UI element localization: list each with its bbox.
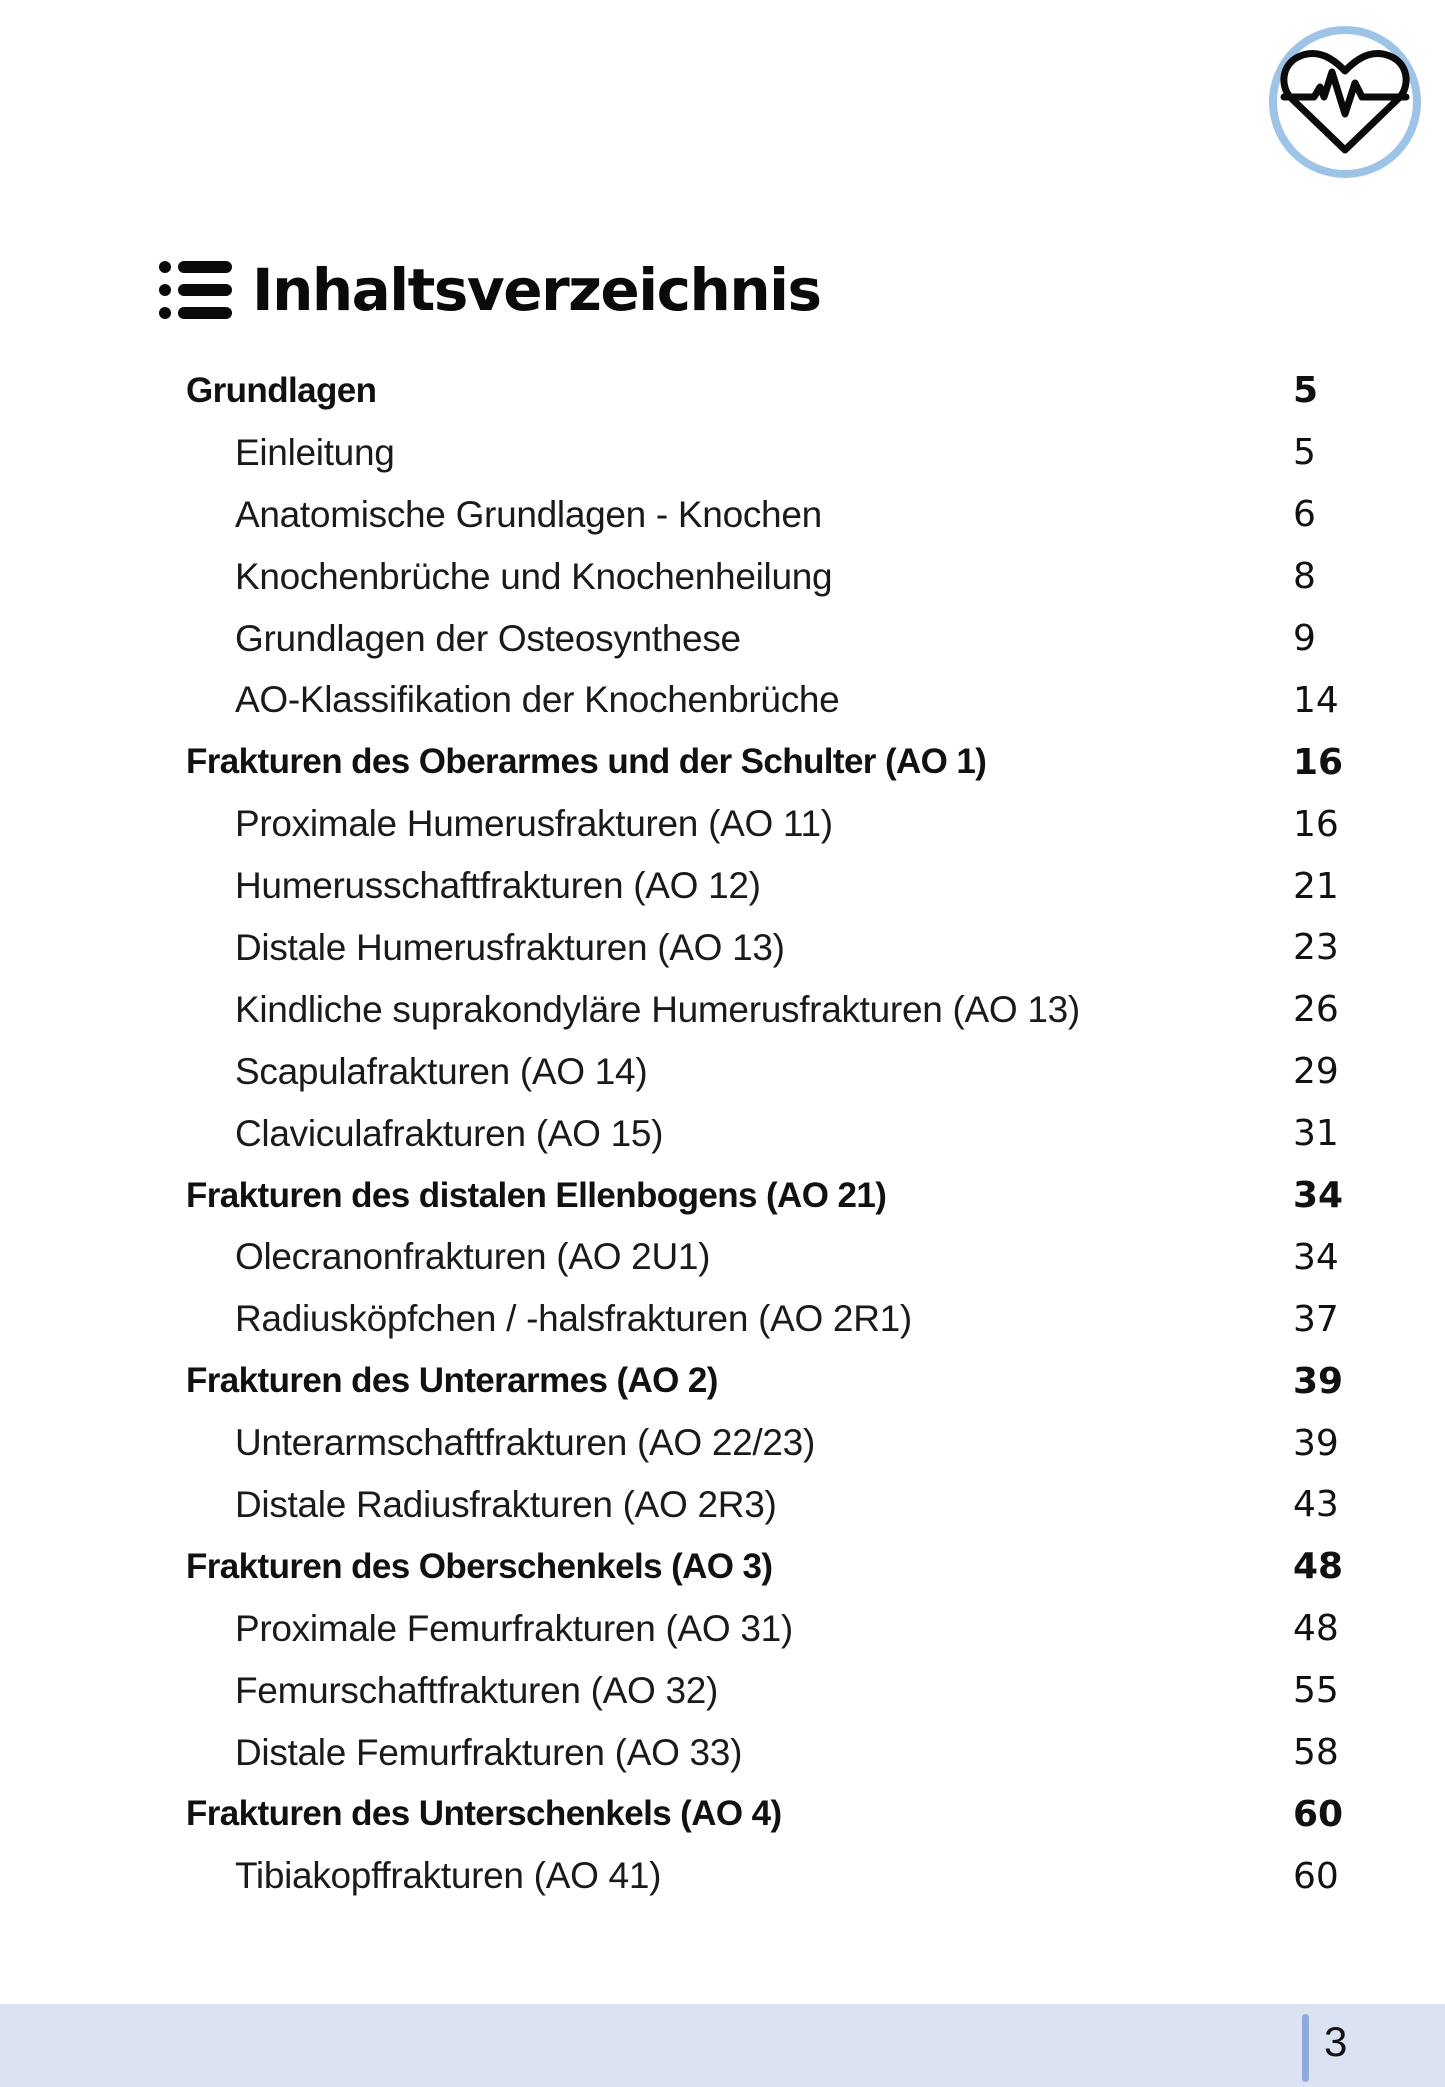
toc-entry-title: Knochenbrüche und Knochenheilung — [235, 555, 833, 597]
toc-entry[interactable] — [0, 793, 1445, 855]
page-title: Inhaltsverzeichnis — [252, 256, 821, 324]
toc-entry-page: 34 — [1293, 1236, 1339, 1278]
toc-entry-page: 43 — [1293, 1484, 1339, 1526]
toc-entry-title: Olecranonfrakturen (AO 2U1) — [235, 1236, 711, 1278]
toc-entry-page: 9 — [1293, 618, 1316, 659]
toc-entry[interactable] — [0, 608, 1445, 670]
toc-entry-title: Proximale Humerusfrakturen (AO 11) — [235, 803, 833, 845]
toc-entry-page: 31 — [1293, 1113, 1339, 1155]
toc-entry-title: Kindliche suprakondyläre Humerusfrakturen (AO 13) — [235, 988, 1080, 1030]
toc-entry[interactable] — [0, 422, 1445, 484]
toc-entry[interactable] — [0, 1474, 1445, 1536]
toc-chapter[interactable] — [0, 731, 1445, 793]
toc-entry-page: 39 — [1293, 1422, 1339, 1464]
toc-entry-title: Radiusköpfchen / -halsfrakturen (AO 2R1) — [235, 1298, 912, 1340]
toc-entry-page: 5 — [1293, 370, 1319, 412]
toc-entry-title: Frakturen des Oberschenkels (AO 3) — [186, 1546, 773, 1586]
toc-entry-title: Scapulafrakturen (AO 14) — [235, 1050, 648, 1092]
heart-pulse-logo — [1268, 25, 1422, 179]
toc-entry-title: Frakturen des Unterarmes (AO 2) — [186, 1361, 718, 1401]
toc-entry-page: 8 — [1293, 556, 1316, 598]
toc-entry-page: 5 — [1293, 432, 1316, 474]
toc-entry-title: Grundlagen der Osteosynthese — [235, 617, 741, 659]
toc-entry[interactable] — [0, 917, 1445, 979]
toc-entry[interactable] — [0, 1226, 1445, 1288]
toc-chapter[interactable] — [0, 1783, 1445, 1845]
toc-entry-page: 16 — [1293, 741, 1344, 783]
toc-entry-page: 39 — [1293, 1360, 1344, 1402]
toc-entry[interactable] — [0, 1041, 1445, 1103]
heart-pulse-icon — [1268, 25, 1422, 179]
toc-entry-page: 37 — [1293, 1298, 1339, 1340]
toc-entry-page: 34 — [1293, 1175, 1344, 1217]
toc-entry[interactable] — [0, 1660, 1445, 1722]
toc-entry[interactable] — [0, 669, 1445, 731]
toc-entry-title: Einleitung — [235, 431, 395, 473]
toc-chapter[interactable] — [0, 1350, 1445, 1412]
toc-entry[interactable] — [0, 1103, 1445, 1165]
toc-chapter[interactable] — [0, 1165, 1445, 1227]
toc-entry-page: 60 — [1293, 1793, 1344, 1835]
toc-entry-page: 6 — [1293, 494, 1316, 536]
page-footer — [0, 2004, 1445, 2087]
toc-entry-title: AO-Klassifikation der Knochenbrüche — [235, 679, 840, 721]
toc-entry-page: 21 — [1293, 865, 1339, 907]
toc-entry-page: 14 — [1293, 679, 1339, 721]
toc-entry-title: Proximale Femurfrakturen (AO 31) — [235, 1607, 793, 1649]
toc-entry[interactable] — [0, 979, 1445, 1041]
toc-entry-title: Claviculafrakturen (AO 15) — [235, 1112, 664, 1154]
toc-chapter[interactable] — [0, 360, 1445, 422]
footer-accent-bar — [1302, 2014, 1309, 2082]
toc-entry[interactable] — [0, 1722, 1445, 1784]
toc-entry-page: 26 — [1293, 989, 1339, 1031]
toc-entry-page: 23 — [1293, 927, 1339, 969]
toc-entry-page: 29 — [1293, 1051, 1339, 1093]
toc-entry[interactable] — [0, 1288, 1445, 1350]
toc-entry-title: Tibiakopffrakturen (AO 41) — [235, 1855, 662, 1897]
toc-entry-title: Femurschaftfrakturen (AO 32) — [235, 1669, 719, 1711]
toc-entry-title: Humerusschaftfrakturen (AO 12) — [235, 865, 761, 907]
toc-entry-title: Grundlagen — [186, 370, 377, 410]
toc-entry[interactable] — [0, 1845, 1445, 1907]
toc-entry-page: 16 — [1293, 803, 1339, 845]
toc-entry-title: Distale Radiusfrakturen (AO 2R3) — [235, 1483, 777, 1525]
toc-chapter[interactable] — [0, 1536, 1445, 1598]
toc-entry[interactable] — [0, 855, 1445, 917]
toc-entry-title: Frakturen des distalen Ellenbogens (AO 21) — [186, 1175, 887, 1215]
toc-entry-page: 55 — [1293, 1670, 1339, 1712]
toc-entry[interactable] — [0, 484, 1445, 546]
toc-entry-title: Distale Humerusfrakturen (AO 13) — [235, 926, 785, 968]
page-number: 3 — [1324, 2018, 1348, 2065]
toc-entry-title: Distale Femurfrakturen (AO 33) — [235, 1731, 743, 1773]
toc-entry-page: 48 — [1293, 1608, 1339, 1650]
toc-entry-page: 60 — [1293, 1855, 1339, 1897]
page-header — [158, 250, 821, 330]
toc-entry[interactable] — [0, 1598, 1445, 1660]
toc-entry-title: Frakturen des Unterschenkels (AO 4) — [186, 1794, 782, 1834]
toc-entry-page: 48 — [1293, 1546, 1344, 1588]
toc-entry-title: Frakturen des Oberarmes und der Schulter (AO 1) — [186, 742, 987, 782]
list-icon — [158, 259, 232, 321]
toc-entry-page: 58 — [1293, 1732, 1339, 1774]
toc-entry[interactable] — [0, 546, 1445, 608]
toc-entry[interactable] — [0, 1412, 1445, 1474]
table-of-contents — [0, 360, 1445, 1907]
toc-entry-title: Unterarmschaftfrakturen (AO 22/23) — [235, 1422, 815, 1464]
toc-entry-title: Anatomische Grundlagen - Knochen — [235, 493, 822, 535]
